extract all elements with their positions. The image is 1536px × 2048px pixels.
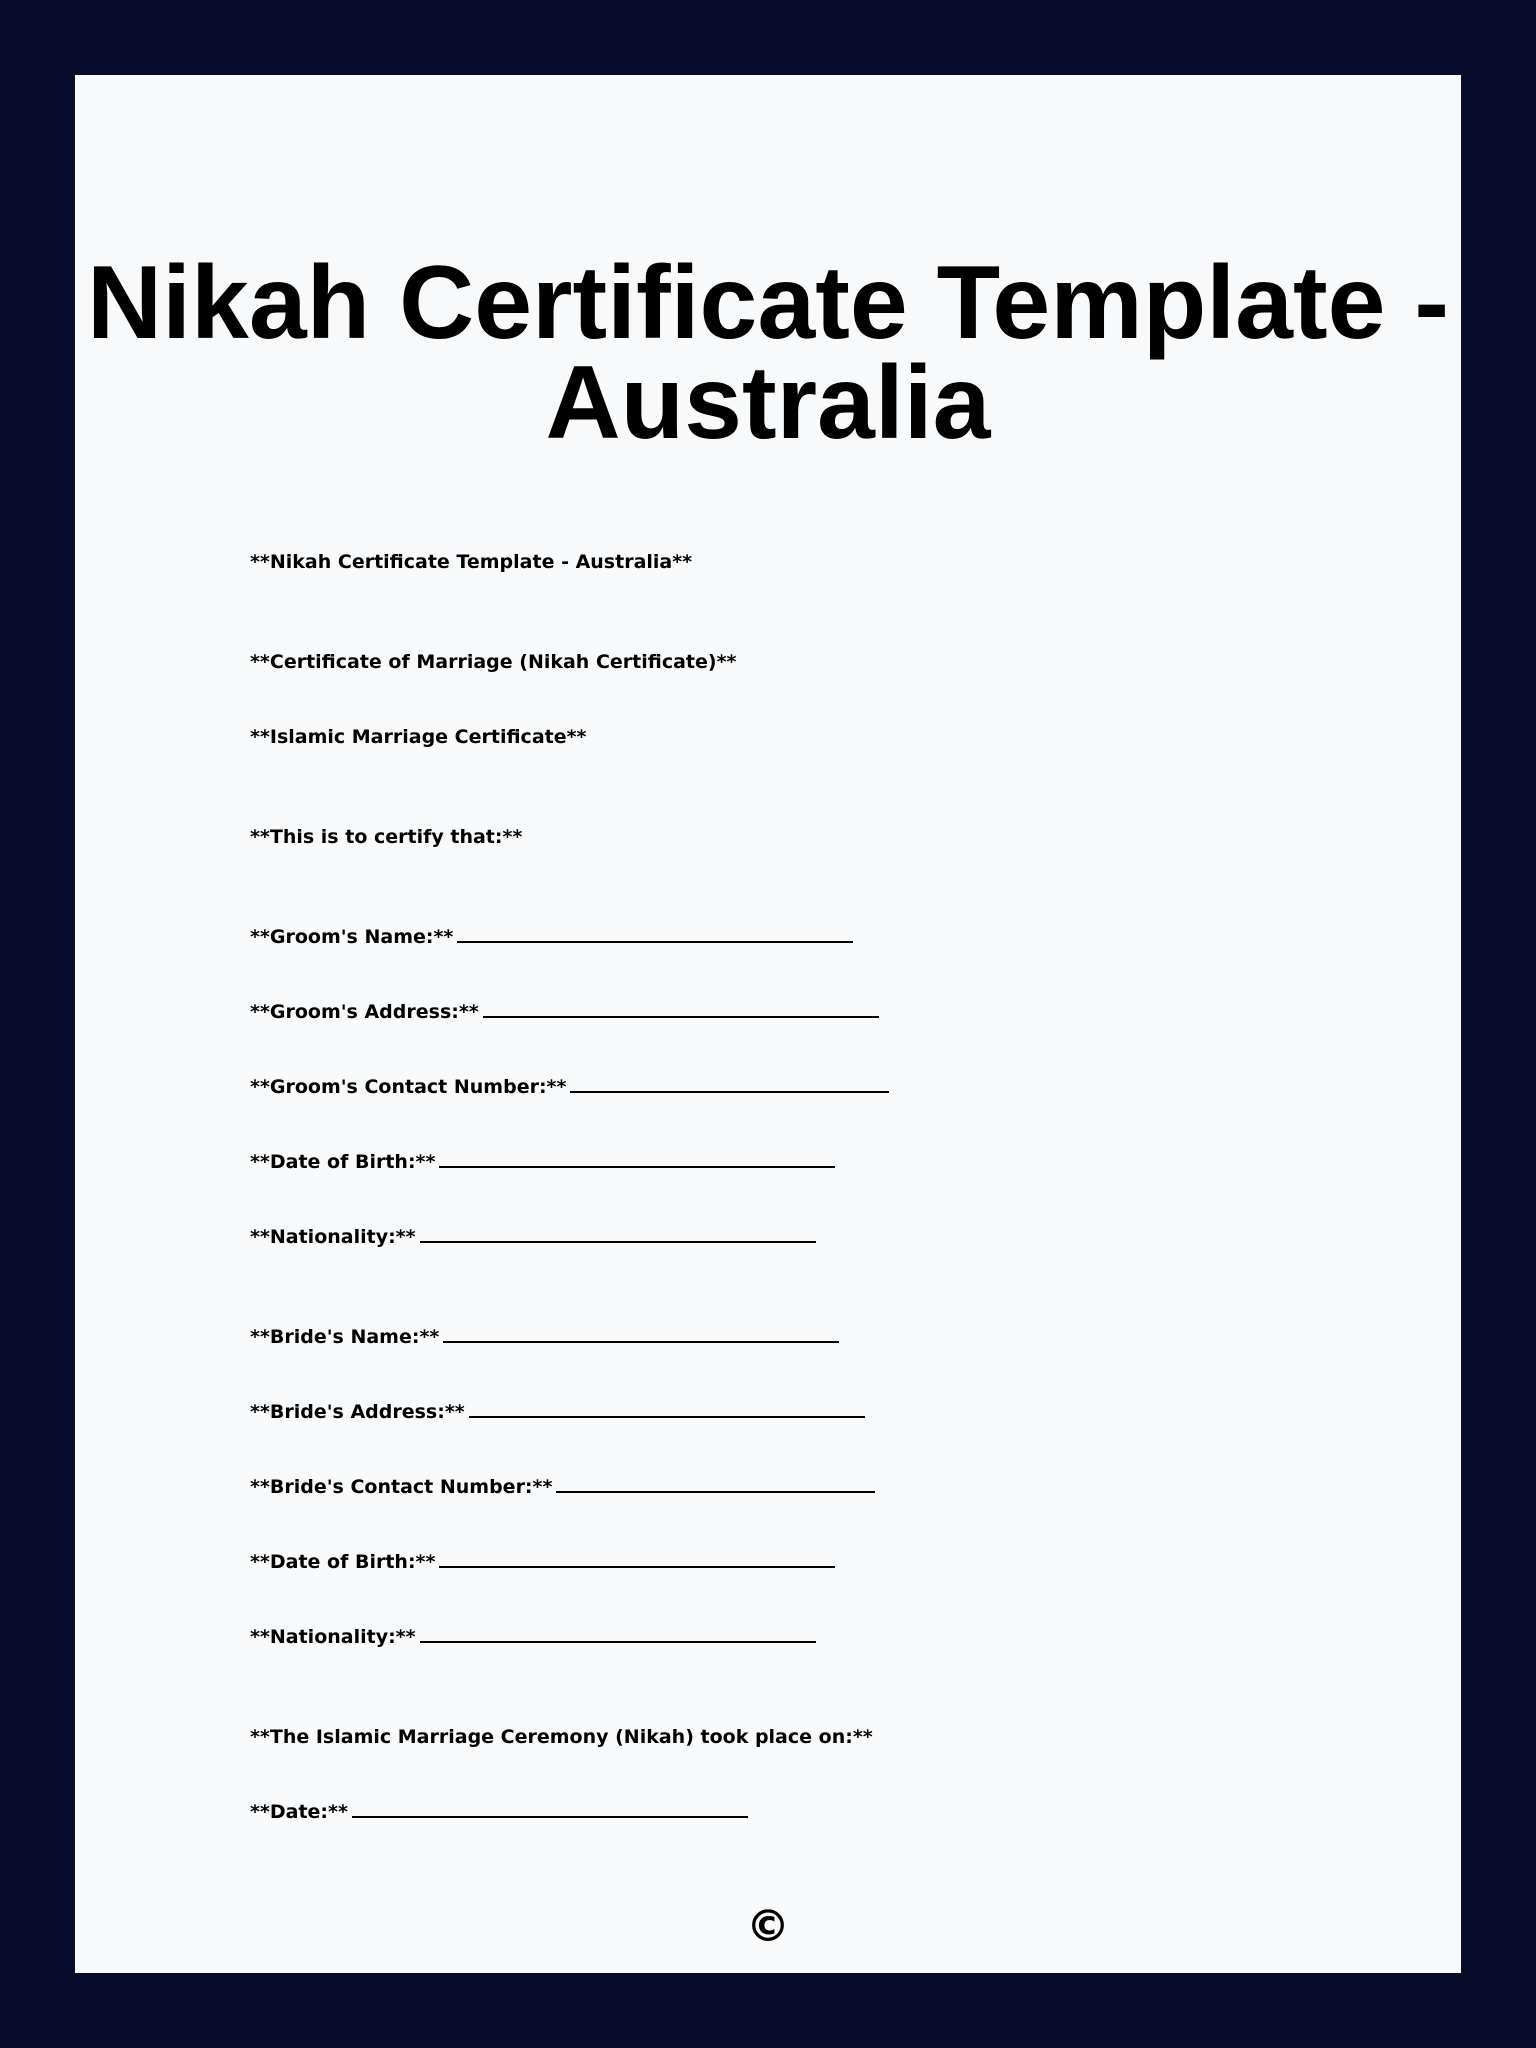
groom-dob-field — [250, 1150, 835, 1174]
certificate-page — [75, 75, 1461, 1973]
bride-address-field — [250, 1400, 865, 1424]
bride-name-field — [250, 1325, 839, 1349]
ceremony-intro: **The Islamic Marriage Ceremony (Nikah) took place on:** — [250, 1726, 873, 1748]
bride-name-blank[interactable] — [443, 1327, 839, 1343]
bride-nationality-blank[interactable] — [420, 1627, 816, 1643]
page-title-line-2: Australia — [545, 345, 991, 461]
groom-address-field — [250, 1000, 879, 1024]
ceremony-date-field — [250, 1800, 748, 1824]
bride-address-label: **Bride's Address:** — [250, 1401, 465, 1423]
certificate-of-marriage-heading: **Certificate of Marriage (Nikah Certificate)** — [250, 651, 737, 673]
groom-nationality-blank[interactable] — [420, 1227, 816, 1243]
bride-nationality-label: **Nationality:** — [250, 1626, 416, 1648]
groom-nationality-field — [250, 1225, 816, 1249]
certify-intro: **This is to certify that:** — [250, 826, 523, 848]
bride-contact-blank[interactable] — [556, 1477, 875, 1493]
groom-name-blank[interactable] — [457, 927, 853, 943]
ceremony-date-label: **Date:** — [250, 1801, 348, 1823]
copyright-icon: © — [746, 1901, 790, 1952]
groom-dob-blank[interactable] — [439, 1152, 835, 1168]
page-title — [75, 245, 1461, 461]
bride-dob-label: **Date of Birth:** — [250, 1551, 436, 1573]
groom-name-field — [250, 925, 853, 949]
islamic-marriage-certificate-heading: **Islamic Marriage Certificate** — [250, 726, 587, 748]
bride-address-blank[interactable] — [469, 1402, 865, 1418]
bride-dob-blank[interactable] — [439, 1552, 835, 1568]
bride-contact-label: **Bride's Contact Number:** — [250, 1476, 553, 1498]
groom-address-blank[interactable] — [483, 1002, 879, 1018]
bride-name-label: **Bride's Name:** — [250, 1326, 440, 1348]
groom-dob-label: **Date of Birth:** — [250, 1151, 436, 1173]
document-heading: **Nikah Certificate Template - Australia** — [250, 551, 693, 573]
bride-nationality-field — [250, 1625, 816, 1649]
bride-dob-field — [250, 1550, 835, 1574]
groom-name-label: **Groom's Name:** — [250, 926, 454, 948]
groom-nationality-label: **Nationality:** — [250, 1226, 416, 1248]
ceremony-date-blank[interactable] — [352, 1802, 748, 1818]
groom-address-label: **Groom's Address:** — [250, 1001, 479, 1023]
bride-contact-field — [250, 1475, 875, 1499]
groom-contact-field — [250, 1075, 889, 1099]
groom-contact-blank[interactable] — [570, 1077, 889, 1093]
page-title-line-1: Nikah Certificate Template - — [86, 245, 1449, 361]
groom-contact-label: **Groom's Contact Number:** — [250, 1076, 567, 1098]
